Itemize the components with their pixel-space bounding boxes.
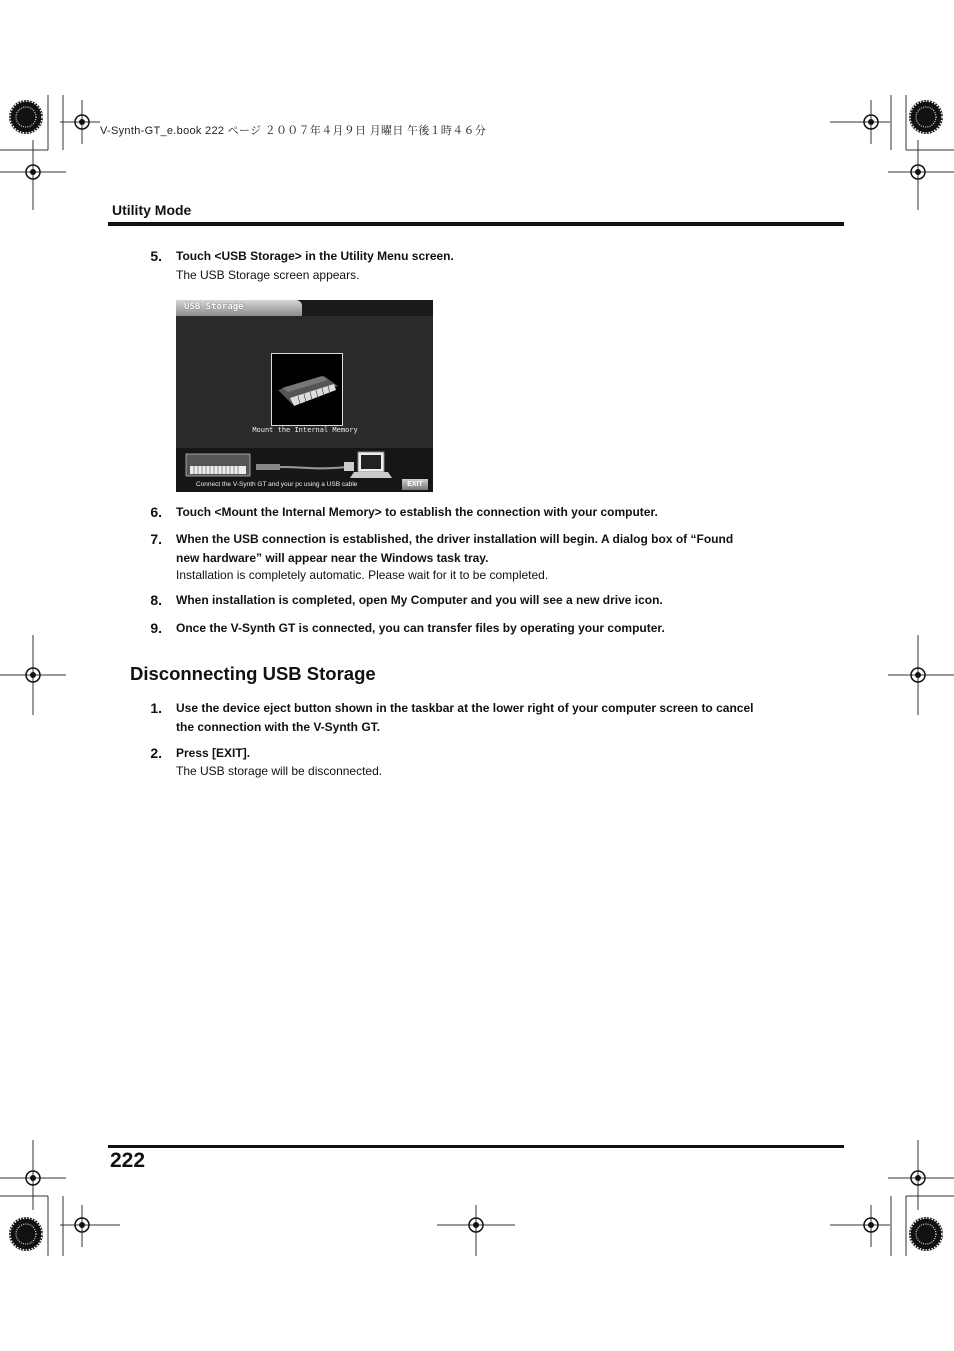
synth-keyboard-icon [272,354,342,425]
page-number: 222 [110,1149,146,1172]
step-7-sub: Installation is completely automatic. Please wait for it to be completed. [176,568,549,582]
cable-instruction-label: Connect the V-Synth GT and your pc using a USB cable [196,481,358,488]
disconnect-step-1-number: 1. [150,700,162,716]
mount-memory-label: Mount the Internal Memory [252,426,358,434]
step-6-number: 6. [150,504,162,520]
exit-button[interactable]: EXIT [402,479,428,490]
printer-info-line: V-Synth-GT_e.book 222 ページ ２００７年４月９日 月曜日 午後１時４６分 [100,125,487,137]
disconnect-step-2-text: Press [EXIT]. [176,746,251,760]
section-header: Utility Mode [112,202,192,218]
step-5-number: 5. [150,248,162,264]
section-heading: Disconnecting USB Storage [130,663,376,684]
disconnect-step-1-text: Use the device eject button shown in the taskbar at the lower right of your computer screen to cancel the connection with the V-Synth GT. [176,701,754,734]
usb-storage-screen [176,300,433,492]
step-5-text: Touch <USB Storage> in the Utility Menu screen. [176,249,454,263]
step-8-number: 8. [150,592,162,608]
mount-internal-memory-button[interactable] [271,353,343,426]
footer-rule [108,1145,844,1148]
step-9-number: 9. [150,620,162,636]
disconnect-step-2-number: 2. [150,745,162,761]
screen-title-tab [176,300,302,316]
step-8-text: When installation is completed, open My Computer and you will see a new drive icon. [176,593,663,607]
step-9-text: Once the V-Synth GT is connected, you can transfer files by operating your computer. [176,621,665,635]
header-rule [108,222,844,226]
step-7-number: 7. [150,531,162,547]
screen-title: USB Storage [184,302,244,312]
step-5-sub: The USB Storage screen appears. [176,268,360,282]
disconnect-step-2-sub: The USB storage will be disconnected. [176,764,383,778]
step-6-text: Touch <Mount the Internal Memory> to establish the connection with your computer. [176,505,658,519]
step-7-text: When the USB connection is established, the driver installation will begin. A dialog box of “Found new hardware” will appear near the Windows task tray. [176,532,734,565]
